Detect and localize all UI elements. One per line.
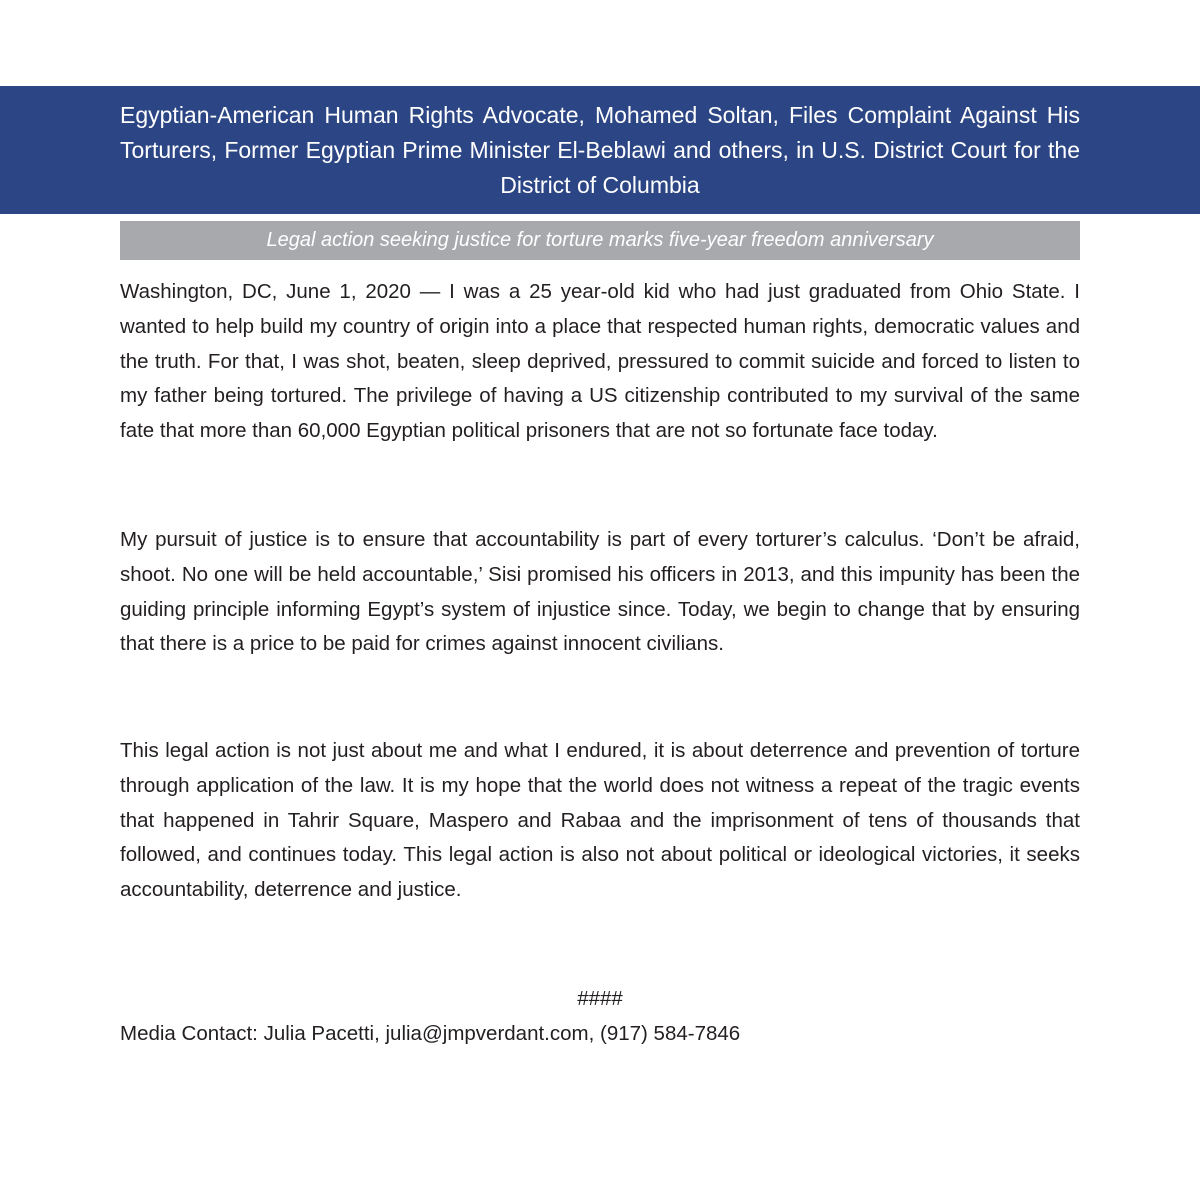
body-paragraph-3: This legal action is not just about me and what I endured, it is about deterrence and prevention of torture through application of the law. It is my hope that the world does not witness a repeat of the tragic events that happened in Tahrir Square, Maspero and Rabaa and the imprisonment of tens of thousands that followed, and continues today. This legal action is also not about political or ideological victories, it seeks accountability, deterrence and justice. (120, 739, 1080, 902)
end-of-release-mark: #### (577, 987, 623, 1010)
press-release-headline: Egyptian-American Human Rights Advocate, Mohamed Soltan, Files Complaint Against His Torturers, Former Egyptian Prime Minister El-Beblawi and others, in U.S. District Court for the District of Columbia (120, 102, 1080, 198)
media-contact: Media Contact: Julia Pacetti, julia@jmpverdant.com, (917) 584-7846 (120, 1022, 741, 1045)
press-release-subheadline: Legal action seeking justice for torture marks five-year freedom anniversary (266, 229, 934, 251)
body-paragraph-2: My pursuit of justice is to ensure that accountability is part of every torturer’s calculus. ‘Don’t be afraid, shoot. No one will be held accountable,’ Sisi promised his officers in 2013, and this impunity has been the guiding principle informing Egypt’s system of injustice since. Today, we begin to change that by ensuring that there is a price to be paid for crimes against innocent civilians. (120, 528, 1080, 656)
body-paragraph-1 (120, 275, 1080, 449)
dateline: Washington, DC, June 1, 2020 (120, 280, 411, 303)
paragraph-1-text: — I was a 25 year-old kid who had just graduated from Ohio State. I wanted to help build my country of origin into a place that respected human rights, democratic values and the truth. For that, I was shot, beaten, sleep deprived, pressured to commit suicide and forced to listen to my father being tortured. The privilege of having a US citizenship contributed to my survival of the same fate that more than 60,000 Egyptian political prisoners that are not so fortunate face today. (120, 280, 1080, 443)
